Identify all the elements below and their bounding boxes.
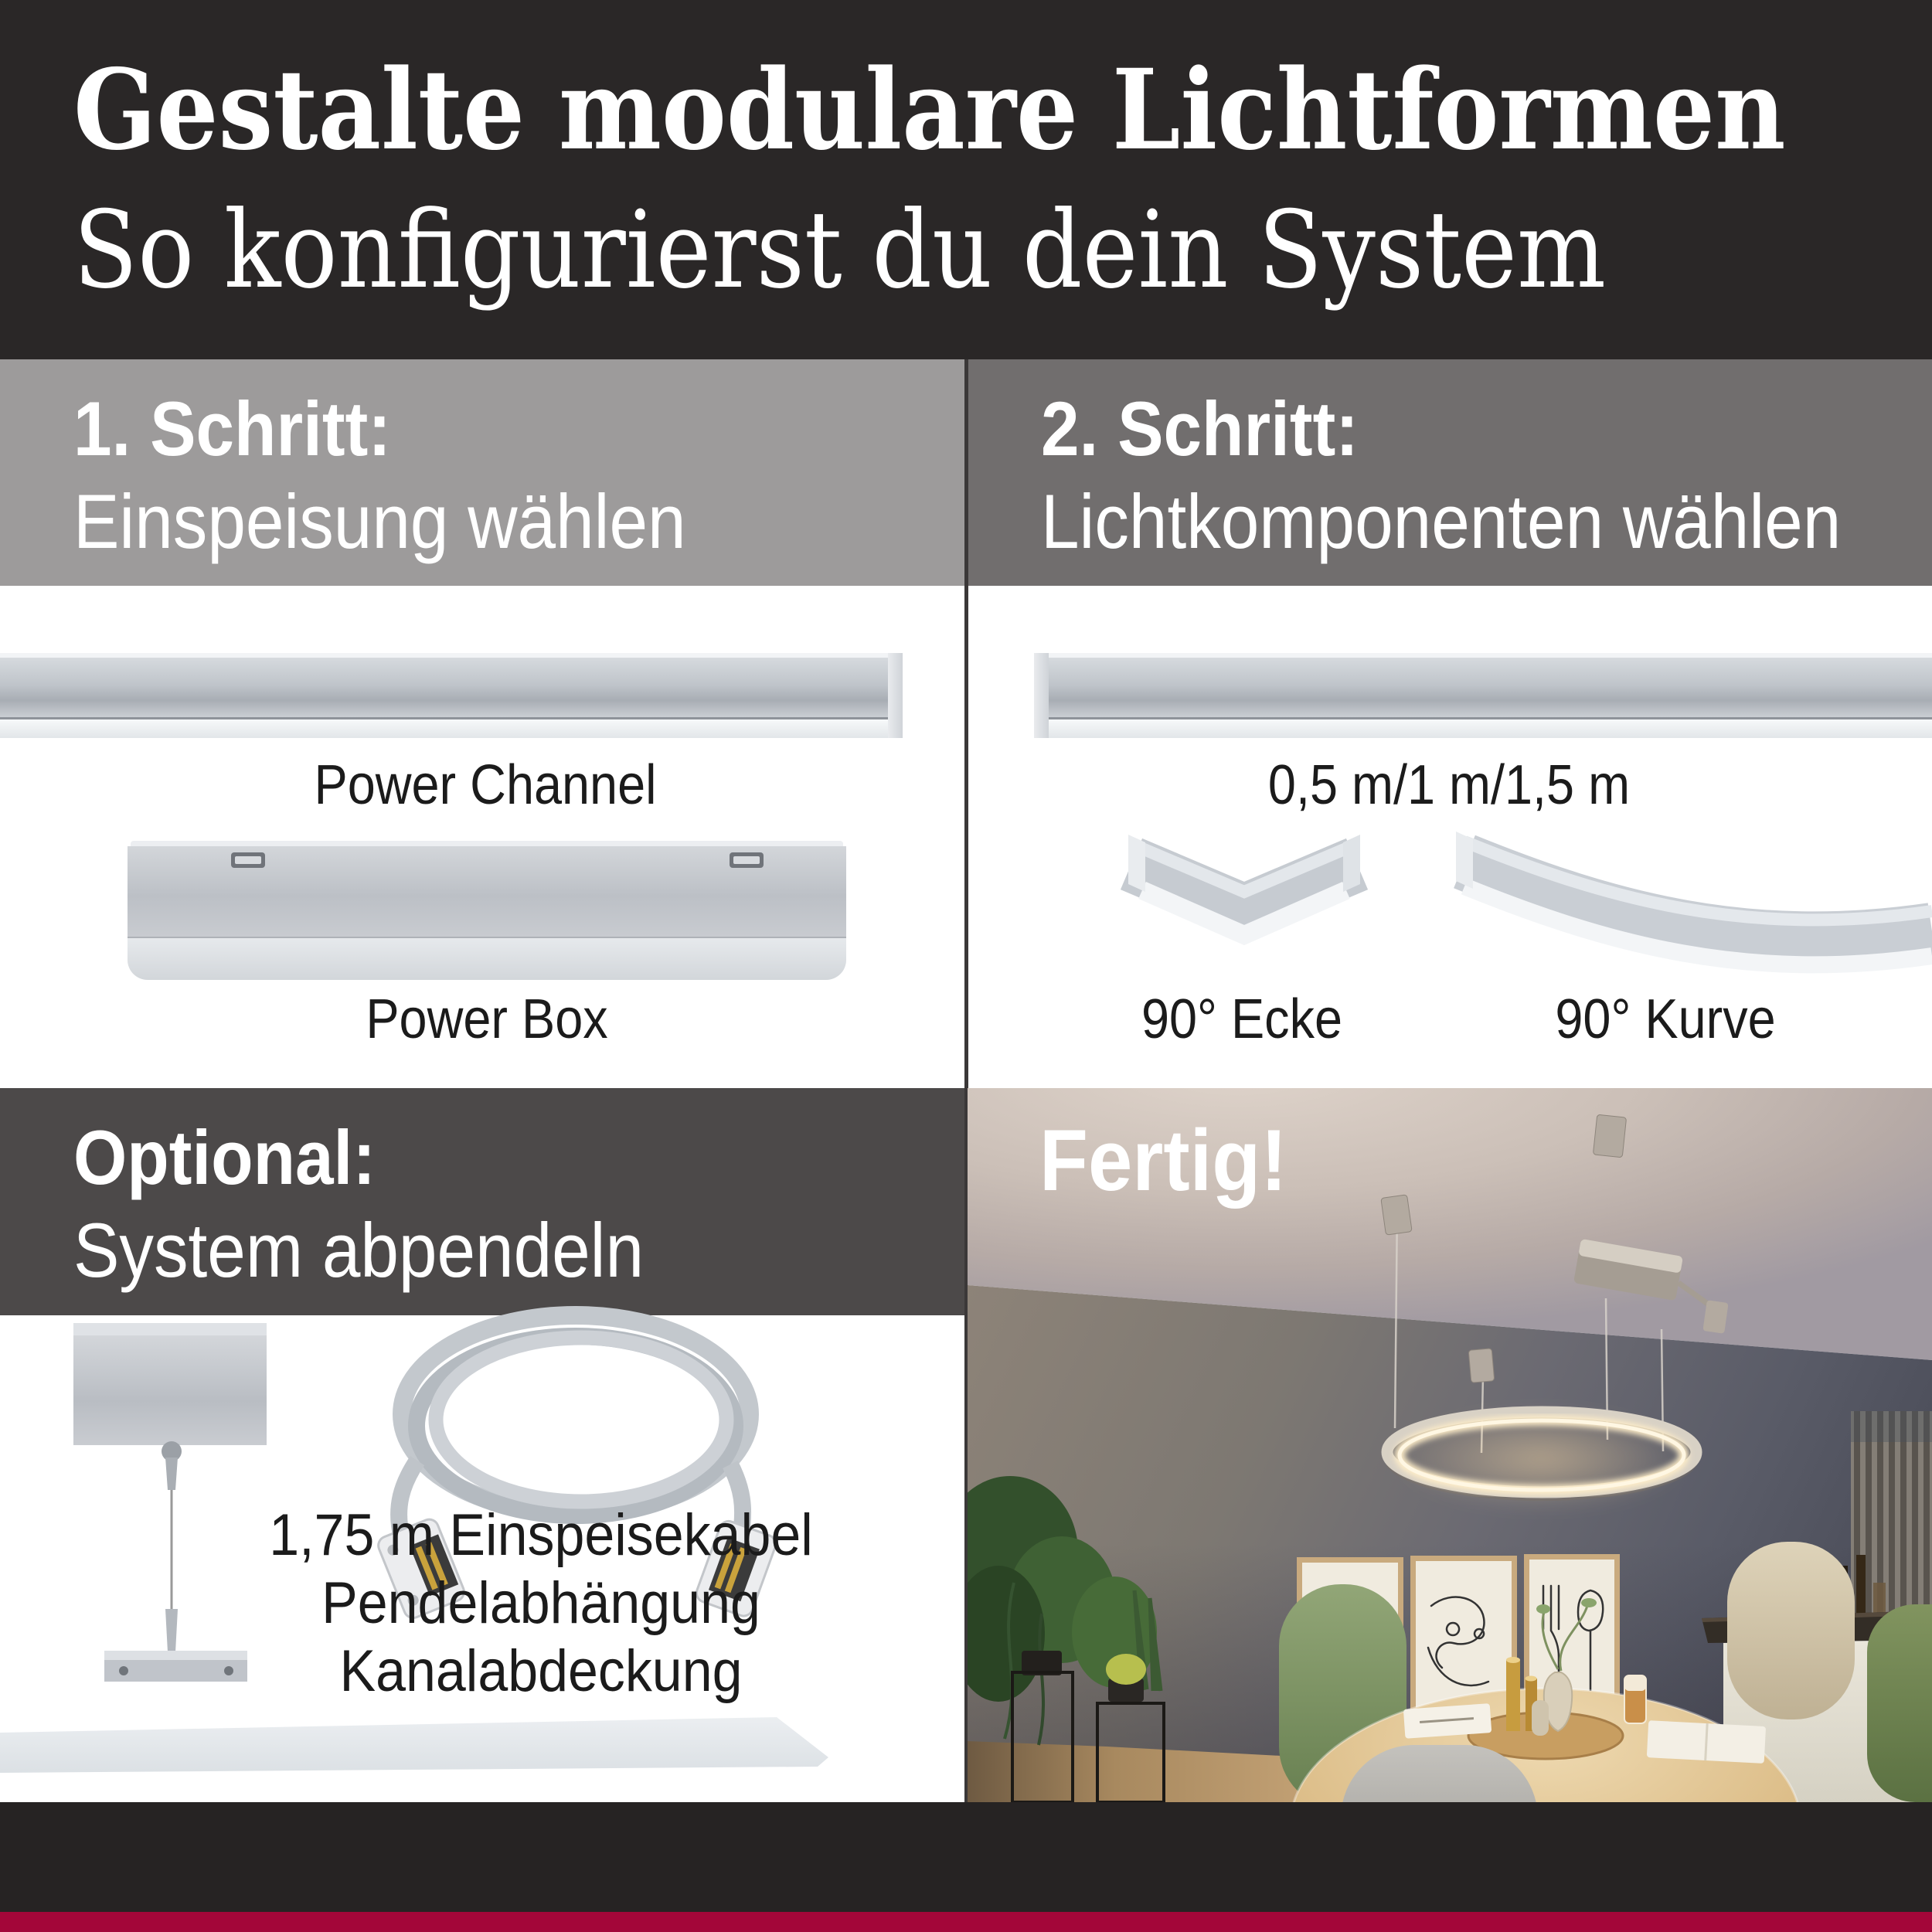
curve-label: 90° Kurve: [1555, 988, 1776, 1050]
channel-end-cap: [1034, 653, 1049, 738]
channel-body: [1034, 658, 1932, 719]
channel-cover-image: [0, 1717, 831, 1775]
done-heading: Fertig!: [1039, 1112, 1287, 1209]
lengths-label: 0,5 m/1 m/1,5 m: [1267, 754, 1631, 816]
corner-label: 90° Ecke: [1141, 988, 1343, 1050]
ceiling-mount: [1468, 1349, 1495, 1383]
power-box-top-edge: [131, 841, 843, 846]
optional-heading-bold: Optional:: [73, 1114, 376, 1200]
curve-90-image: [1456, 832, 1932, 964]
step2-heading: Lichtkomponenten wählen: [1041, 478, 1842, 564]
beige-chair: [1727, 1542, 1855, 1719]
corner-and-curve-image: [966, 811, 1932, 1005]
optional-parts-list: [221, 1502, 861, 1706]
power-box-label: Power Box: [366, 988, 608, 1050]
green-chair-right: [1867, 1604, 1932, 1802]
channel-end-cap: [888, 653, 903, 738]
power-box-image: [128, 841, 846, 980]
optional-line-2: Pendelabhängung: [321, 1570, 760, 1636]
footer-brand-red-strip: [0, 1912, 1932, 1932]
step1-band: [0, 359, 964, 586]
ceiling-mount: [1593, 1114, 1626, 1158]
channel-diffuser: [0, 719, 903, 738]
power-channel-label: Power Channel: [314, 754, 657, 816]
step2-heading-bold: 2. Schritt:: [1041, 386, 1359, 471]
channel-body: [0, 658, 903, 719]
corner-90-image: [1128, 835, 1360, 935]
optional-heading: System abpendeln: [73, 1207, 645, 1293]
page-title-line2: So konfigurierst du dein System: [73, 188, 1607, 312]
latte-glass: [1624, 1675, 1646, 1723]
footer-dark-strip: [0, 1802, 1932, 1912]
header: [0, 0, 1932, 359]
step1-heading: Einspeisung wählen: [73, 478, 686, 564]
page-title-line1: Gestalte modulare Lichtformen: [73, 45, 1786, 175]
step1-heading-bold: 1. Schritt:: [73, 386, 391, 471]
light-channel-image: [1034, 653, 1932, 738]
power-box-connector-slot-left: [231, 852, 265, 868]
optional-band: [0, 1088, 964, 1315]
napkin: [1403, 1703, 1492, 1739]
open-book: [1647, 1720, 1766, 1764]
power-channel-image: [0, 653, 903, 738]
power-box-connector-slot-right: [730, 852, 764, 868]
power-box-bottom: [128, 937, 846, 980]
optional-line-3: Kanalabdeckung: [339, 1638, 743, 1704]
ceiling-mount: [1381, 1195, 1412, 1235]
ring-pendant-light: [1333, 1386, 1750, 1532]
channel-diffuser: [1034, 719, 1932, 738]
step2-band: [968, 359, 1932, 586]
optional-line-1: 1,75 m Einspeisekabel: [269, 1502, 813, 1568]
